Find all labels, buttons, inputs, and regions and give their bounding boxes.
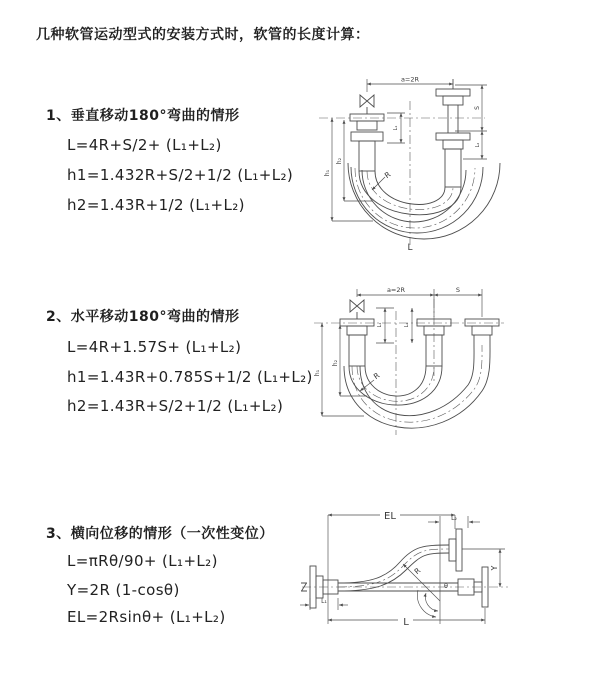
dim-label-s: S [474,106,481,110]
dim-label-l: L [403,617,409,628]
valve-icon [350,300,364,319]
radius-label: R [412,565,423,577]
right-hose-fitting [436,89,470,187]
diagram-lateral-displacement [300,502,600,644]
section-1-formula-L: L=4R+S/2+ (L₁+L₂) [67,136,222,154]
left-hose-fitting [350,114,384,171]
section-2-formula-h2: h2=1.43R+S/2+1/2 (L₁+L₂) [67,397,284,415]
section-3-formula-EL: EL=2Rsinθ+ (L₁+L₂) [67,608,226,626]
displaced-end-flange [449,529,462,571]
dim-label-y: Y [490,565,499,571]
valve-icon [360,95,374,114]
dim-label-h1: h₁ [324,169,331,177]
section-3-formula-L: L=πRθ/90+ (L₁+L₂) [67,552,218,570]
angle-label: θ [444,582,448,590]
dim-label-a2r: a=2R [400,75,420,84]
radius-label: R [382,169,393,181]
section-1-formula-h1: h1=1.432R+S/2+1/2 (L₁+L₂) [67,166,294,184]
dim-label-l1: L₁ [321,598,327,605]
dim-label-l2: L₂ [475,142,481,148]
radius-label: R [371,370,382,382]
dim-label-l1: L₁ [377,322,383,328]
length-label: L [407,243,413,253]
section-3-heading: 3、横向位移的情形（一次性变位） [46,526,274,542]
diagram-horizontal-180-bend [312,283,570,455]
section-2-heading: 2、水平移动180°弯曲的情形 [46,309,240,325]
dim-label-h2: h₂ [332,359,339,367]
section-2-formula-h1: h1=1.43R+0.785S+1/2 (L₁+L₂) [67,368,313,386]
dim-label-l2: L₂ [451,515,457,522]
dim-label-s: S [455,286,461,294]
section-2-formula-L: L=4R+1.57S+ (L₁+L₂) [67,338,242,356]
section-3-formula-Y: Y=2R (1-cosθ) [67,581,180,599]
dim-label-el: EL [384,511,396,522]
dim-label-a2r: a=2R [386,286,406,294]
diagram-vertical-180-bend [315,73,565,253]
left-hose-fitting [340,319,374,366]
hose-displaced-position [338,545,449,591]
section-1-heading: 1、垂直移动180°弯曲的情形 [46,108,240,124]
dim-label-l1: L₁ [393,125,399,131]
dim-label-h1: h₁ [314,369,321,377]
dim-label-h2: h₂ [336,157,343,165]
section-1-formula-h2: h2=1.43R+1/2 (L₁+L₂) [67,196,245,214]
dim-label-l2: L₂ [404,322,410,328]
page-title: 几种软管运动型式的安装方式时，软管的长度计算： [36,27,370,43]
